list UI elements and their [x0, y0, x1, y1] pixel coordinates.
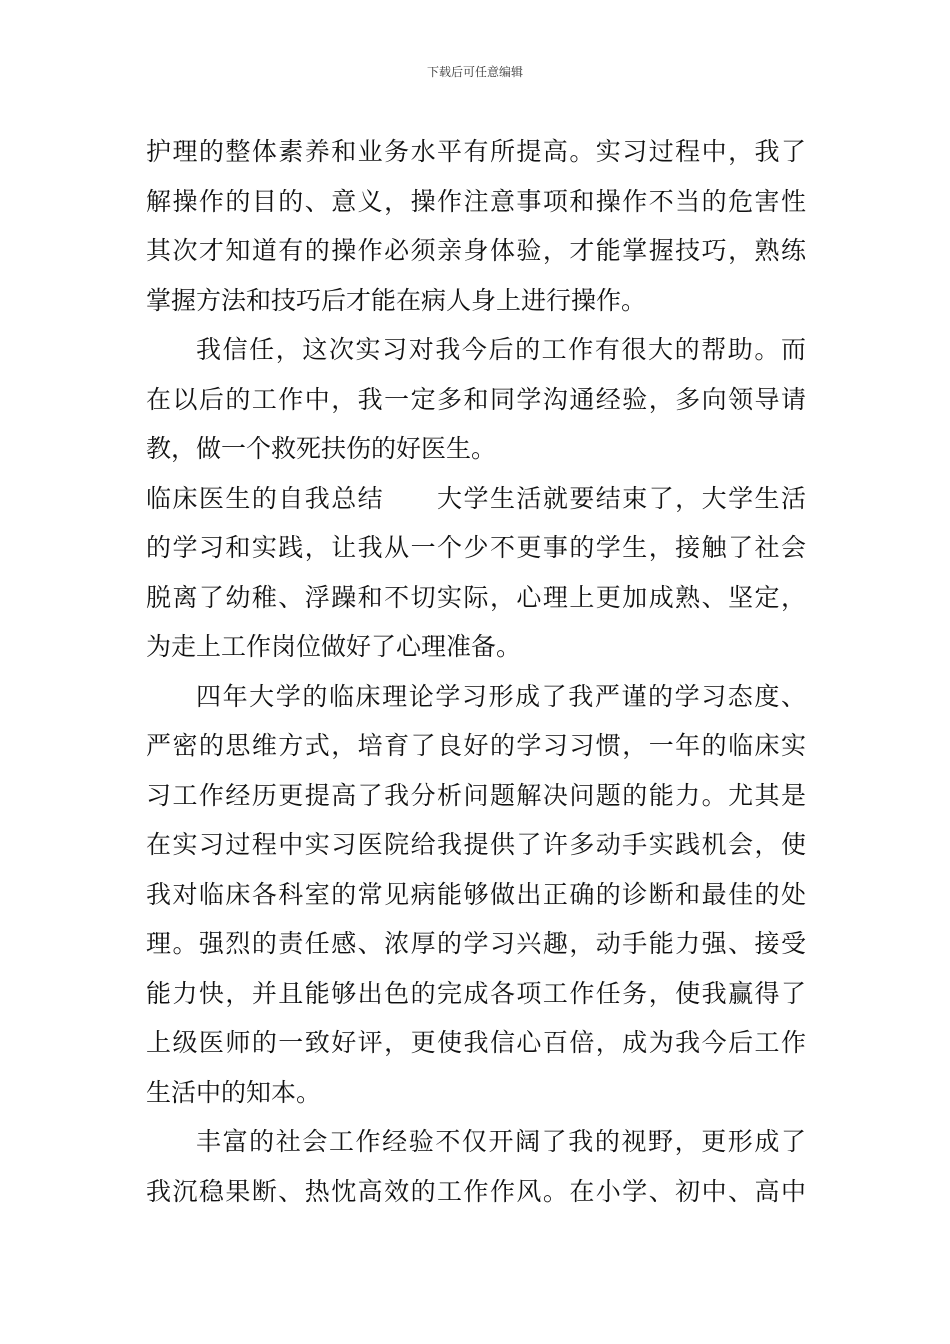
- text-line: 在实习过程中实习医院给我提供了许多动手实践机会，使: [146, 830, 806, 859]
- text-line: 理。强烈的责任感、浓厚的学习兴趣，动手能力强、接受: [146, 929, 806, 958]
- section-title-line: 临床医生的自我总结 大学生活就要结束了，大学生活: [146, 483, 806, 513]
- text-line: 上级医师的一致好评，更使我信心百倍，成为我今后工作: [146, 1028, 806, 1057]
- text-line: 能力快，并且能够出色的完成各项工作任务，使我赢得了: [146, 978, 806, 1008]
- text-line: 我对临床各科室的常见病能够做出正确的诊断和最佳的处: [146, 879, 806, 909]
- text-line: 我沉稳果断、热忱高效的工作作风。在小学、初中、高中: [146, 1176, 806, 1206]
- text-line: 护理的整体素养和业务水平有所提高。实习过程中，我了: [146, 137, 806, 166]
- text-line: 其次才知道有的操作必须亲身体验，才能掌握技巧，熟练: [146, 236, 806, 265]
- text-line: 解操作的目的、意义，操作注意事项和操作不当的危害性: [146, 186, 806, 216]
- page-header-caption: 下载后可任意编辑: [426, 65, 523, 79]
- text-line: 脱离了幼稚、浮躁和不切实际，心理上更加成熟、坚定，: [146, 582, 806, 612]
- text-line: 掌握方法和技巧后才能在病人身上进行操作。: [146, 285, 647, 315]
- text-line: 在以后的工作中，我一定多和同学沟通经验，多向领导请: [146, 384, 806, 414]
- paragraph-first-line: 丰富的社会工作经验不仅开阔了我的视野，更形成了: [196, 1127, 806, 1156]
- text-line: 习工作经历更提高了我分析问题解决问题的能力。尤其是: [146, 780, 806, 810]
- document-body: [146, 127, 806, 1216]
- text-line: 生活中的知本。: [146, 1077, 322, 1107]
- paragraph-first-line: 四年大学的临床理论学习形成了我严谨的学习态度、: [196, 681, 806, 711]
- text-line: 为走上工作岗位做好了心理准备。: [146, 632, 522, 661]
- text-line: 的学习和实践，让我从一个少不更事的学生，接触了社会: [146, 533, 806, 562]
- paragraph-first-line: 我信任，这次实习对我今后的工作有很大的帮助。而: [196, 335, 806, 364]
- text-line: 严密的思维方式，培育了良好的学习习惯，一年的临床实: [146, 731, 806, 760]
- text-line: 教，做一个救死扶伤的好医生。: [146, 434, 497, 463]
